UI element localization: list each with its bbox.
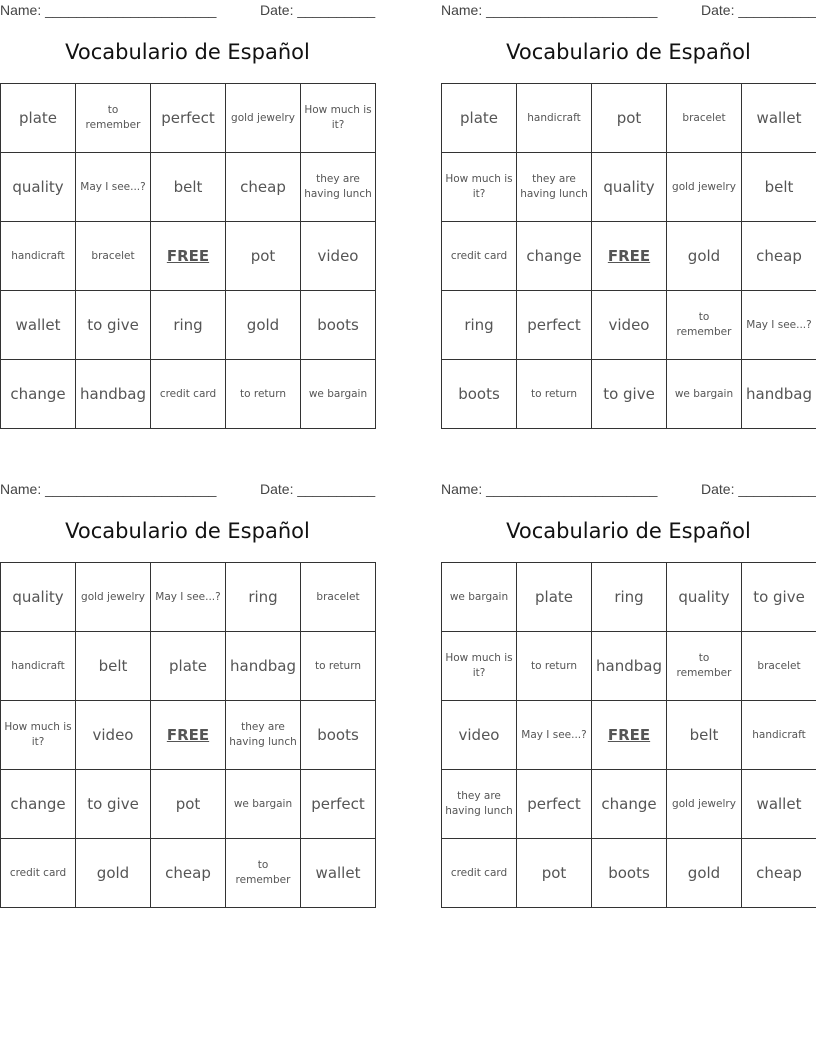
bingo-row	[442, 770, 816, 839]
bingo-cell: change	[592, 770, 667, 839]
card-title: Vocabulario de Español	[506, 40, 751, 64]
bingo-cell: to return	[226, 360, 301, 429]
bingo-cell: perfect	[151, 84, 226, 153]
bingo-cell: bracelet	[667, 84, 742, 153]
bingo-row	[1, 701, 376, 770]
free-space: FREE	[592, 222, 667, 291]
bingo-cell: to remember	[667, 291, 742, 360]
bingo-cell: quality	[667, 563, 742, 632]
bingo-cell: to remember	[76, 84, 151, 153]
bingo-row	[442, 632, 816, 701]
bingo-cell: handbag	[226, 632, 301, 701]
bingo-cell: to return	[517, 360, 592, 429]
name-field: Name: ______________________	[0, 481, 217, 497]
bingo-cell: cheap	[151, 839, 226, 908]
bingo-row	[442, 701, 816, 770]
bingo-cell: gold jewelry	[667, 153, 742, 222]
bingo-cell: perfect	[517, 770, 592, 839]
bingo-cell: belt	[76, 632, 151, 701]
bingo-cell: to remember	[667, 632, 742, 701]
card-header	[0, 481, 375, 499]
card-header	[0, 2, 375, 20]
card-title: Vocabulario de Español	[65, 519, 310, 543]
bingo-cell: pot	[151, 770, 226, 839]
bingo-cell: plate	[442, 84, 517, 153]
bingo-cell: belt	[667, 701, 742, 770]
bingo-cell: wallet	[742, 84, 816, 153]
bingo-cell: belt	[742, 153, 816, 222]
bingo-cell: boots	[301, 701, 376, 770]
bingo-cell: May I see...?	[517, 701, 592, 770]
bingo-cell: handbag	[742, 360, 816, 429]
bingo-row	[1, 291, 376, 360]
bingo-row	[442, 839, 816, 908]
bingo-cell: bracelet	[76, 222, 151, 291]
card-title: Vocabulario de Español	[506, 519, 751, 543]
bingo-row	[1, 632, 376, 701]
bingo-cell: gold	[76, 839, 151, 908]
bingo-cell: pot	[226, 222, 301, 291]
bingo-row	[1, 839, 376, 908]
bingo-cell: ring	[592, 563, 667, 632]
bingo-cell: May I see...?	[742, 291, 816, 360]
card-title: Vocabulario de Español	[65, 40, 310, 64]
bingo-cell: pot	[517, 839, 592, 908]
date-field: Date: __________	[701, 481, 816, 497]
bingo-cell: handicraft	[1, 222, 76, 291]
bingo-row	[1, 563, 376, 632]
bingo-cell: handicraft	[742, 701, 816, 770]
bingo-cell: to return	[517, 632, 592, 701]
bingo-cell: credit card	[151, 360, 226, 429]
bingo-cell: change	[517, 222, 592, 291]
bingo-cell: quality	[1, 153, 76, 222]
bingo-cell: to give	[76, 770, 151, 839]
bingo-cell: perfect	[301, 770, 376, 839]
bingo-cell: How much is it?	[301, 84, 376, 153]
bingo-grid	[0, 562, 376, 908]
bingo-cell: video	[301, 222, 376, 291]
bingo-cell: bracelet	[742, 632, 816, 701]
bingo-cell: credit card	[442, 222, 517, 291]
bingo-cell: credit card	[1, 839, 76, 908]
bingo-cell: plate	[517, 563, 592, 632]
bingo-cell: they are having lunch	[517, 153, 592, 222]
bingo-cell: change	[1, 360, 76, 429]
bingo-cell: gold jewelry	[226, 84, 301, 153]
bingo-row	[442, 360, 816, 429]
bingo-row	[1, 770, 376, 839]
bingo-cell: ring	[151, 291, 226, 360]
bingo-row	[442, 84, 816, 153]
bingo-cell: How much is it?	[442, 632, 517, 701]
bingo-cell: ring	[226, 563, 301, 632]
bingo-grid	[441, 83, 816, 429]
bingo-cell: to return	[301, 632, 376, 701]
free-space: FREE	[151, 701, 226, 770]
bingo-cell: plate	[1, 84, 76, 153]
bingo-cell: gold	[226, 291, 301, 360]
bingo-cell: video	[76, 701, 151, 770]
bingo-cell: quality	[592, 153, 667, 222]
bingo-cell: we bargain	[442, 563, 517, 632]
bingo-row	[1, 84, 376, 153]
name-field: Name: ______________________	[441, 481, 658, 497]
bingo-cell: we bargain	[667, 360, 742, 429]
card-header	[441, 2, 816, 20]
bingo-cell: handicraft	[1, 632, 76, 701]
name-field: Name: ______________________	[441, 2, 658, 18]
bingo-cell: to remember	[226, 839, 301, 908]
bingo-cell: gold jewelry	[76, 563, 151, 632]
bingo-row	[1, 360, 376, 429]
bingo-cell: pot	[592, 84, 667, 153]
bingo-cell: belt	[151, 153, 226, 222]
bingo-cell: plate	[151, 632, 226, 701]
bingo-cell: boots	[592, 839, 667, 908]
bingo-row	[442, 153, 816, 222]
free-space: FREE	[592, 701, 667, 770]
bingo-cell: bracelet	[301, 563, 376, 632]
bingo-grid	[441, 562, 816, 908]
bingo-cell: to give	[592, 360, 667, 429]
bingo-cell: handicraft	[517, 84, 592, 153]
bingo-cell: video	[592, 291, 667, 360]
date-field: Date: __________	[260, 481, 376, 497]
bingo-cell: credit card	[442, 839, 517, 908]
bingo-cell: How much is it?	[1, 701, 76, 770]
name-field: Name: ______________________	[0, 2, 217, 18]
bingo-cell: we bargain	[301, 360, 376, 429]
bingo-cell: perfect	[517, 291, 592, 360]
bingo-row	[442, 291, 816, 360]
bingo-cell: handbag	[76, 360, 151, 429]
bingo-cell: cheap	[226, 153, 301, 222]
bingo-cell: gold	[667, 839, 742, 908]
bingo-cell: ring	[442, 291, 517, 360]
bingo-cell: video	[442, 701, 517, 770]
bingo-cell: quality	[1, 563, 76, 632]
free-space: FREE	[151, 222, 226, 291]
bingo-cell: to give	[742, 563, 816, 632]
bingo-cell: wallet	[742, 770, 816, 839]
bingo-cell: boots	[442, 360, 517, 429]
bingo-cell: cheap	[742, 222, 816, 291]
bingo-cell: gold jewelry	[667, 770, 742, 839]
bingo-cell: wallet	[301, 839, 376, 908]
bingo-cell: they are having lunch	[301, 153, 376, 222]
date-field: Date: __________	[701, 2, 816, 18]
bingo-cell: change	[1, 770, 76, 839]
date-field: Date: __________	[260, 2, 376, 18]
bingo-cell: gold	[667, 222, 742, 291]
bingo-row	[1, 222, 376, 291]
bingo-row	[1, 153, 376, 222]
bingo-cell: May I see...?	[151, 563, 226, 632]
bingo-cell: May I see...?	[76, 153, 151, 222]
bingo-cell: they are having lunch	[226, 701, 301, 770]
bingo-cell: boots	[301, 291, 376, 360]
card-header	[441, 481, 816, 499]
bingo-cell: they are having lunch	[442, 770, 517, 839]
bingo-cell: handbag	[592, 632, 667, 701]
bingo-cell: to give	[76, 291, 151, 360]
bingo-cell: wallet	[1, 291, 76, 360]
bingo-grid	[0, 83, 376, 429]
bingo-row	[442, 563, 816, 632]
bingo-cell: How much is it?	[442, 153, 517, 222]
bingo-cell: we bargain	[226, 770, 301, 839]
bingo-cell: cheap	[742, 839, 816, 908]
bingo-row	[442, 222, 816, 291]
